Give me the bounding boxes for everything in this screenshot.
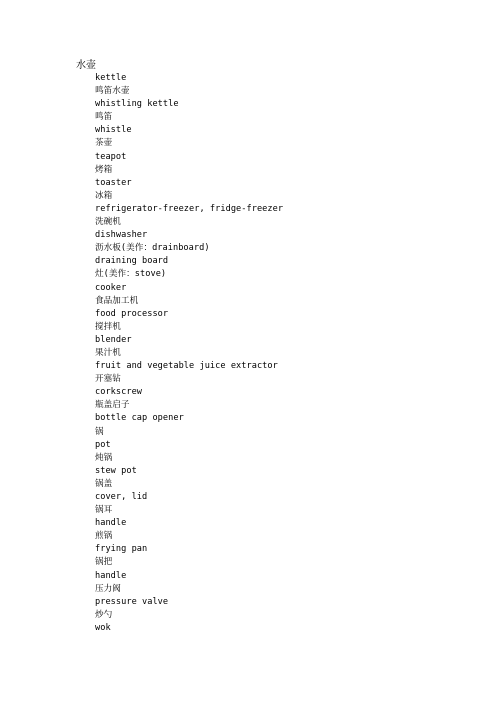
list-item: 压力阀 <box>95 583 121 594</box>
list-item: refrigerator-freezer, fridge-freezer <box>95 203 284 214</box>
document-heading: 水壶 <box>76 60 96 71</box>
list-item: cooker <box>95 282 127 293</box>
list-item: handle <box>95 570 127 581</box>
list-item: 炒勺 <box>95 609 113 620</box>
list-item: whistle <box>95 125 132 136</box>
list-item: 锅盖 <box>95 478 113 489</box>
list-item: kettle <box>95 73 127 83</box>
list-item: toaster <box>95 177 132 188</box>
list-item: wok <box>95 622 111 633</box>
list-item: 鸣笛水壶 <box>95 86 130 97</box>
list-item: blender <box>95 334 132 345</box>
list-item: teapot <box>95 151 127 162</box>
list-item: cover, lid <box>95 492 148 502</box>
list-item: 茶壶 <box>95 138 113 149</box>
list-item: frying pan <box>95 544 148 555</box>
list-item: 冰箱 <box>95 190 113 201</box>
list-item: 开塞钻 <box>95 374 121 385</box>
list-item: food processor <box>95 308 169 319</box>
list-item: 瓶盖启子 <box>95 400 130 411</box>
list-item: 煎锅 <box>95 531 113 542</box>
list-item: 锅耳 <box>95 505 113 516</box>
list-item: stew pot <box>95 465 137 476</box>
list-item: corkscrew <box>95 387 143 398</box>
list-item: 锅把 <box>95 557 113 568</box>
list-item: pot <box>95 439 111 450</box>
list-item: 沥水板(美作：drainboard) <box>95 243 210 254</box>
list-item: handle <box>95 518 127 529</box>
list-item: 锅 <box>95 426 104 437</box>
list-item: 烤箱 <box>95 164 113 175</box>
list-item: 炖锅 <box>95 452 113 463</box>
list-item: draining board <box>95 256 169 267</box>
list-item: whistling kettle <box>95 99 179 110</box>
list-item: bottle cap opener <box>95 413 184 424</box>
list-item: 鸣笛 <box>95 112 113 123</box>
list-item: 果汁机 <box>95 347 121 358</box>
list-item: dishwasher <box>95 230 148 241</box>
list-item: fruit and vegetable juice extractor <box>95 361 278 372</box>
list-item: 搅拌机 <box>95 321 121 332</box>
vocabulary-list <box>95 72 283 635</box>
list-item: 洗碗机 <box>95 217 121 228</box>
list-item: 灶(美作：stove) <box>95 269 167 280</box>
list-item: pressure valve <box>95 596 169 607</box>
list-item: 食品加工机 <box>95 295 139 306</box>
